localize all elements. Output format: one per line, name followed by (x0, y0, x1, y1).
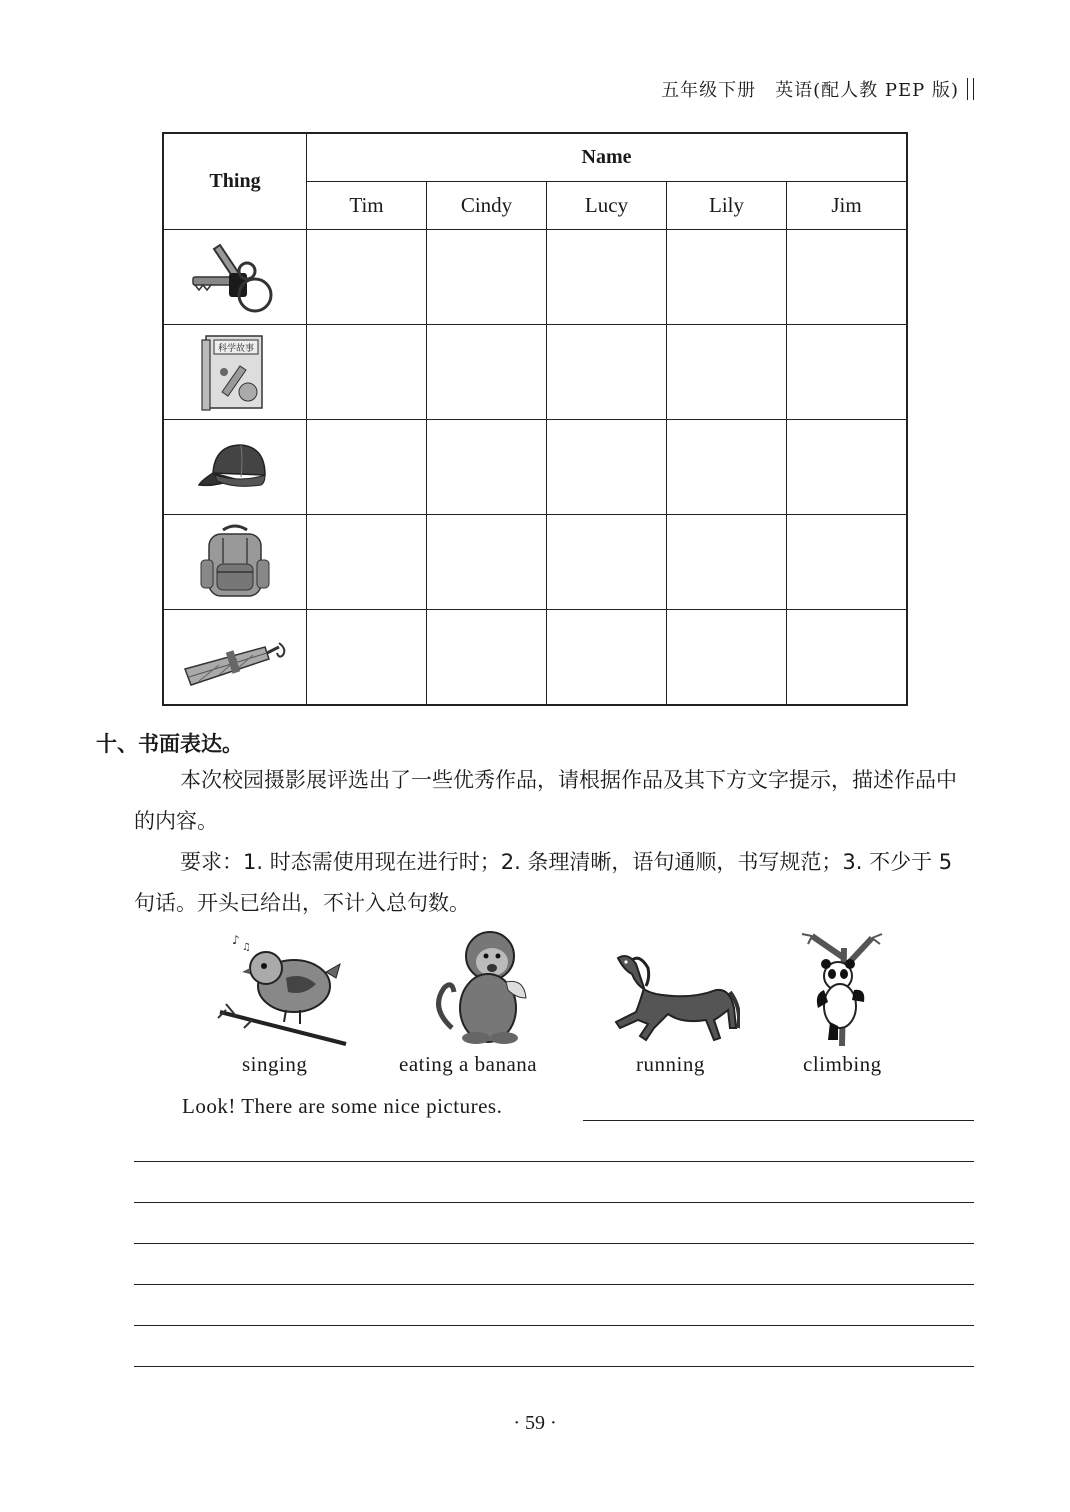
cap-icon (195, 437, 275, 497)
answer-cell[interactable] (787, 230, 908, 325)
table-row (163, 325, 907, 420)
writing-line[interactable] (134, 1325, 974, 1326)
writing-line[interactable] (134, 1161, 974, 1162)
name-lily: Lily (667, 182, 787, 230)
answer-cell[interactable] (307, 515, 427, 610)
answer-cell[interactable] (427, 420, 547, 515)
writing-line[interactable] (583, 1120, 974, 1121)
answer-cell[interactable] (667, 230, 787, 325)
svg-text:♪: ♪ (232, 933, 240, 947)
name-cindy: Cindy (427, 182, 547, 230)
writing-line[interactable] (134, 1284, 974, 1285)
caption-climbing: climbing (803, 1052, 882, 1076)
caption-eating-banana: eating a banana (399, 1052, 538, 1076)
table-row (163, 515, 907, 610)
monkey-icon (430, 928, 534, 1048)
panda-icon (792, 928, 898, 1048)
thing-cell (163, 230, 307, 325)
name-lucy: Lucy (547, 182, 667, 230)
table-row (163, 420, 907, 515)
book-title: 五年级下册 英语(配人教 PEP 版) (661, 80, 959, 101)
writing-line[interactable] (134, 1366, 974, 1367)
answer-cell[interactable] (667, 610, 787, 706)
writing-lead: Look! There are some nice pictures. (182, 1094, 503, 1118)
answer-cell[interactable] (787, 515, 908, 610)
backpack-icon (193, 520, 277, 604)
answer-cell[interactable] (307, 325, 427, 420)
name-jim: Jim (787, 182, 908, 230)
header-bar (967, 78, 974, 100)
answer-cell[interactable] (427, 515, 547, 610)
requirements-paragraph (134, 842, 976, 924)
intro-paragraph (134, 760, 976, 842)
answer-cell[interactable] (667, 325, 787, 420)
answer-cell[interactable] (667, 420, 787, 515)
intro-text: 本次校园摄影展评选出了一些优秀作品，请根据作品及其下方文字提示，描述作品中的内容。 (134, 768, 957, 833)
thing-cell (163, 325, 307, 420)
answer-cell[interactable] (307, 420, 427, 515)
answer-cell[interactable] (667, 515, 787, 610)
book-label: 科学故事 (217, 344, 255, 354)
svg-text:♫: ♫ (242, 942, 251, 953)
answer-cell[interactable] (427, 230, 547, 325)
answer-cell[interactable] (307, 610, 427, 706)
section-title: 十、书面表达。 (96, 732, 243, 756)
science-book-icon (200, 330, 270, 414)
answer-cell[interactable] (427, 610, 547, 706)
writing-line[interactable] (134, 1202, 974, 1203)
survey-table (162, 132, 908, 706)
thing-cell (163, 610, 307, 706)
answer-cell[interactable] (547, 230, 667, 325)
name-header: Name (307, 133, 908, 182)
answer-cell[interactable] (547, 325, 667, 420)
bird-icon (216, 928, 350, 1048)
caption-running: running (636, 1052, 705, 1076)
page-header (661, 76, 974, 102)
thing-cell (163, 515, 307, 610)
umbrella-icon (179, 625, 291, 689)
table-row (163, 610, 907, 706)
caption-singing: singing (242, 1052, 308, 1076)
keys-icon (185, 237, 285, 317)
writing-line[interactable] (134, 1243, 974, 1244)
thing-cell (163, 420, 307, 515)
answer-cell[interactable] (307, 230, 427, 325)
answer-cell[interactable] (547, 420, 667, 515)
answer-cell[interactable] (547, 610, 667, 706)
page-number: · 59 · (513, 1412, 557, 1434)
thing-header: Thing (163, 133, 307, 230)
table-row (163, 230, 907, 325)
answer-cell[interactable] (547, 515, 667, 610)
name-tim: Tim (307, 182, 427, 230)
answer-cell[interactable] (427, 325, 547, 420)
answer-cell[interactable] (787, 325, 908, 420)
horse-icon (610, 928, 740, 1048)
answer-cell[interactable] (787, 610, 908, 706)
answer-cell[interactable] (787, 420, 908, 515)
requirements-text: 要求：1. 时态需使用现在进行时；2. 条理清晰，语句通顺，书写规范；3. 不少于 5 句话。开头已给出，不计入总句数。 (134, 850, 953, 915)
